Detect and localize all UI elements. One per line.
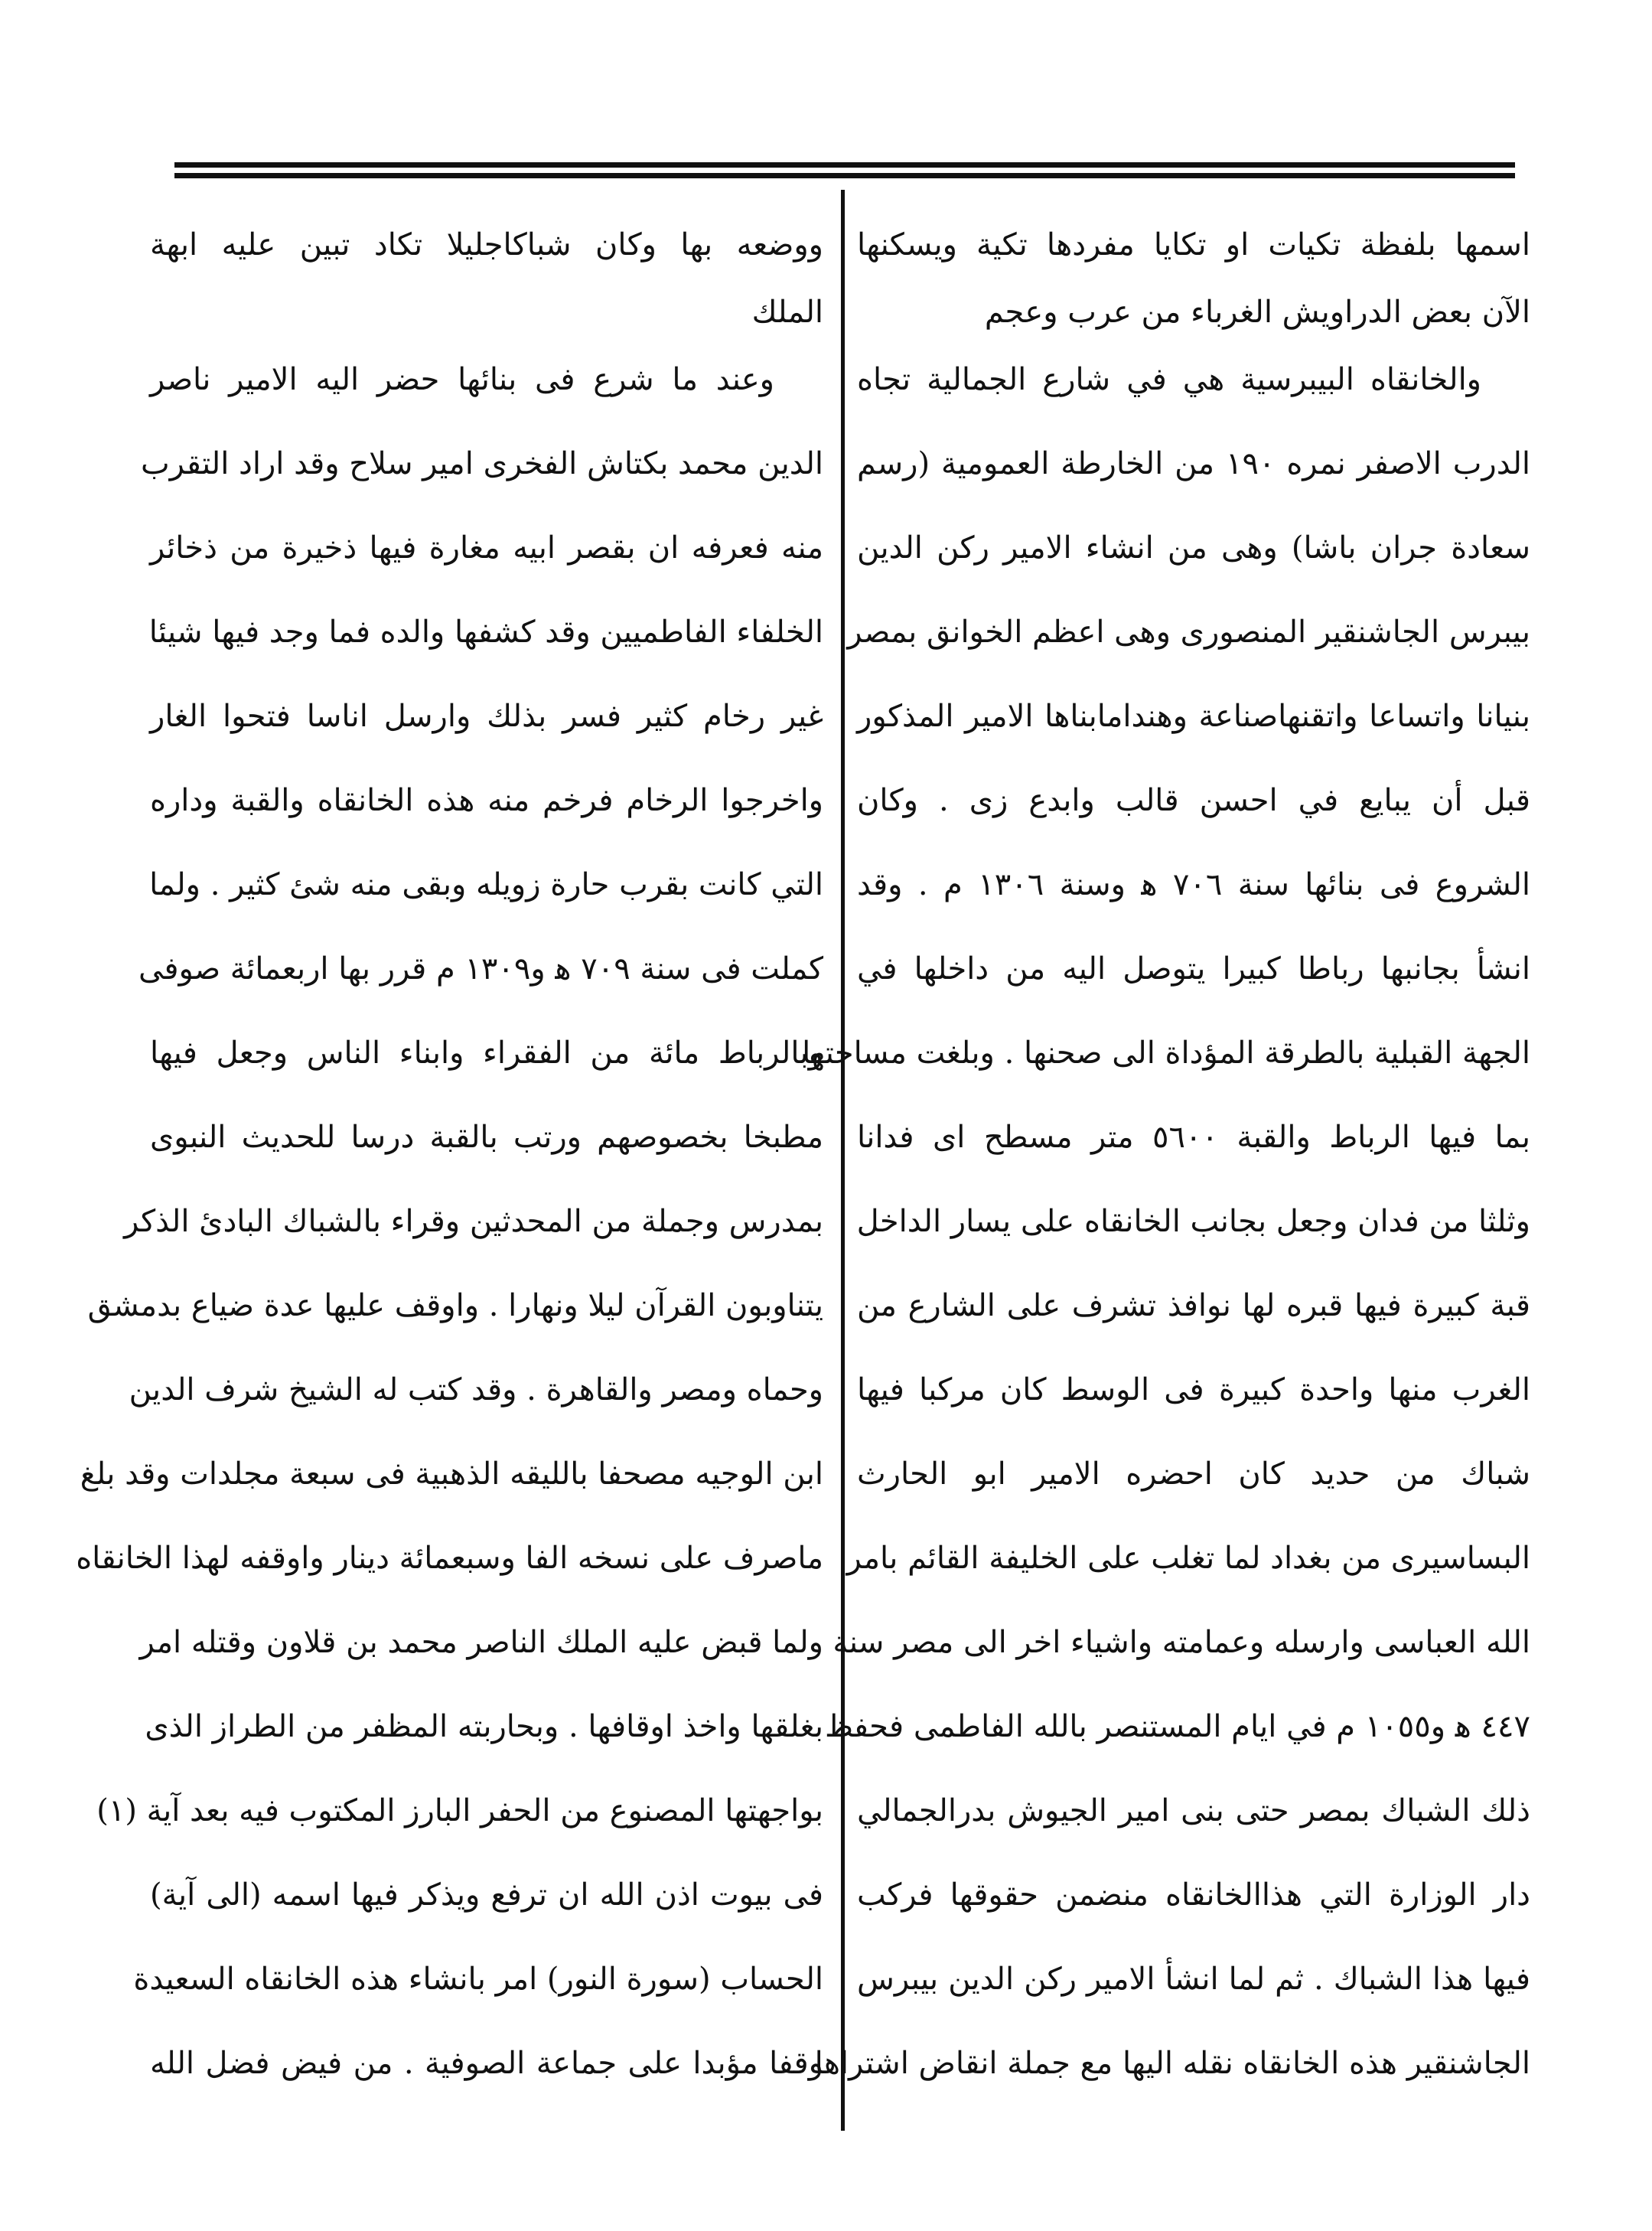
text-line: ماصرف على نسخه الفا وسبعمائة دينار واوقفه لهذا الخانقاه: [76, 1541, 823, 1576]
text-line: منه فعرفه ان بقصر ابيه مغارة فيها ذخيرة من ذخائر: [150, 530, 823, 566]
text-line: بنيانا واتساعا واتقنهاصناعة وهندامابناها الامير المذكور: [857, 699, 1530, 734]
text-line: الشروع فى بنائها سنة ٧٠٦ ﻫ وسنة ١٣٠٦ م . وقد: [857, 867, 1530, 902]
right-column: [802, 203, 1530, 2105]
text-line: ابن الوجيه مصحفا بالليقه الذهبية فى سبعة مجلدات وقد بلغ: [80, 1456, 823, 1492]
text-line: التي كانت بقرب حارة زويله وبقى منه شئ كثير . ولما: [149, 867, 823, 902]
text-line: الغرب منها واحدة كبيرة فى الوسط كان مركبا فيها: [857, 1372, 1530, 1407]
text-line: فى بيوت اذن الله ان ترفع ويذكر فيها اسمه (الى آية): [150, 1877, 823, 1913]
text-line: ولما قبض عليه الملك الناصر محمد بن قلاون وقتله امر: [139, 1625, 823, 1660]
text-line: مطبخا بخصوصهم ورتب بالقبة درسا للحديث النبوى: [150, 1120, 823, 1155]
text-line: قبل أن يبايع في احسن قالب وابدع زى . وكان: [857, 783, 1530, 818]
text-line: البساسيرى من بغداد لما تغلب على الخليفة القائم بامر: [846, 1541, 1530, 1576]
text-line: وقفا مؤبدا على جماعة الصوفية . من فيض فضل الله: [150, 2046, 823, 2081]
text-line: سعادة جران باشا) وهى من انشاء الامير ركن الدين: [857, 530, 1530, 566]
text-line: ووضعه بها وكان شباكاجليلا تكاد تبين عليه ابهة: [150, 227, 823, 263]
header-rule-top: [174, 162, 1515, 168]
text-line: دار الوزارة التي هذاالخانقاه منضمن حقوقها فركب: [857, 1877, 1530, 1913]
text-line: قبة كبيرة فيها قبره لها نوافذ تشرف على الشارع من: [857, 1288, 1530, 1323]
text-line: بمدرس وجملة من المحدثين وقراء بالشباك البادئ الذكر: [124, 1204, 823, 1239]
text-line: وثلثا من فدان وجعل بجانب الخانقاه على يسار الداخل: [856, 1204, 1530, 1239]
text-line: فيها هذا الشباك . ثم لما انشأ الامير ركن الدين بيبرس: [857, 1962, 1530, 1997]
header-rule-bottom: [174, 173, 1515, 178]
text-line: انشأ بجانبها رباطا كبيرا يتوصل اليه من داخلها في: [857, 951, 1530, 987]
text-line: يتناوبون القرآن ليلا ونهارا . واوقف عليها عدة ضياع بدمشق: [87, 1288, 823, 1323]
text-line: ذلك الشباك بمصر حتى بنى امير الجيوش بدرالجمالي: [857, 1793, 1530, 1828]
text-line: كملت فى سنة ٧٠٩ ﻫ و١٣٠٩ م قرر بها اربعمائة صوفى: [138, 951, 823, 987]
left-column: [76, 203, 823, 2105]
text-line: بغلقها واخذ اوقافها . وبحاربته المظفر من الطراز الذى: [145, 1709, 823, 1744]
text-line: الجاشنقير هذه الخانقاه نقله اليها مع جملة انقاض اشتراها: [814, 2046, 1530, 2081]
text-line: بيبرس الجاشنقير المنصورى وهى اعظم الخوانق بمصر: [847, 615, 1530, 650]
text-line: وحماه ومصر والقاهرة . وقد كتب له الشيخ شرف الدين: [129, 1372, 823, 1407]
text-line: والخانقاه البيبرسية هي في شارع الجمالية تجاه: [857, 362, 1481, 397]
text-line: الجهة القبلية بالطرقة المؤداة الى صحنها . وبلغت مساحتها: [802, 1036, 1530, 1071]
text-line: الآن بعض الدراويش الغرباء من عرب وعجم: [984, 295, 1530, 330]
text-line: بواجهتها المصنوع من الحفر البارز المكتوب فيه بعد آية (١): [96, 1793, 823, 1828]
text-line: شباك من حديد كان احضره الامير ابو الحارث: [857, 1456, 1530, 1492]
text-line: اسمها بلفظة تكيات او تكايا مفردها تكية ويسكنها: [857, 227, 1530, 263]
text-line: واخرجوا الرخام فرخم منه هذه الخانقاه والقبة وداره: [150, 783, 823, 818]
text-line: ٤٤٧ ﻫ و١٠٥٥ م في ايام المستنصر بالله الفاطمى فحفظ: [824, 1709, 1530, 1744]
text-line: الله العباسى وارسله وعمامته واشياء اخر الى مصر سنة: [833, 1625, 1530, 1660]
text-line: الملك: [751, 295, 823, 330]
text-line: الحساب (سورة النور) امر بانشاء هذه الخانقاه السعيدة: [133, 1962, 823, 1997]
text-line: بما فيها الرباط والقبة ٥٦٠٠ متر مسطح اى فدانا: [857, 1120, 1530, 1155]
text-line: غير رخام كثير فسر بذلك وارسل اناسا فتحوا الغار: [150, 699, 823, 734]
text-line: وعند ما شرع فى بنائها حضر اليه الامير ناصر: [150, 362, 774, 397]
text-line: الدرب الاصفر نمره ١٩٠ من الخارطة العمومية (رسم: [857, 446, 1530, 481]
column-divider: [841, 190, 845, 2131]
text-line: وبالرباط مائة من الفقراء وابناء الناس وجعل فيها: [150, 1036, 823, 1071]
text-line: الخلفاء الفاطميين وقد كشفها والده فما وجد فيها شيئا: [148, 615, 823, 650]
text-line: الدين محمد بكتاش الفخرى امير سلاح وقد اراد التقرب: [140, 446, 823, 481]
